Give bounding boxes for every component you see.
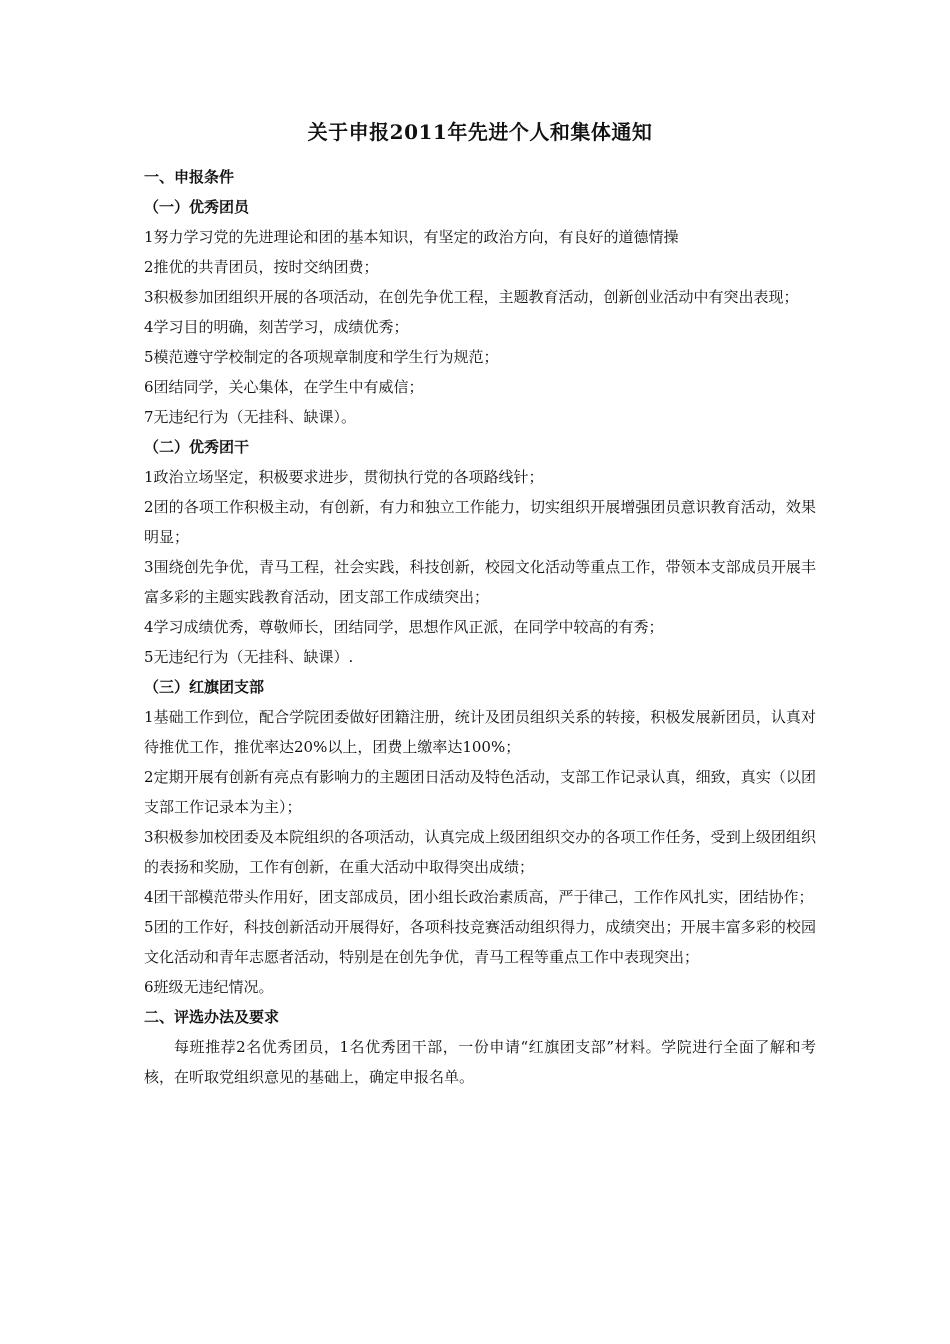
selection-paragraph: 每班推荐2名优秀团员，1名优秀团干部，一份申请“红旗团支部”材料。学院进行全面了解和考核，在听取党组织意见的基础上，确定申报名单。 [144, 1038, 816, 1086]
list-item: 6班级无违纪情况。 [144, 978, 274, 996]
list-item: 3围绕创先争优，青马工程，社会实践，科技创新，校园文化活动等重点工作，带领本支部成员开展丰富多彩的主题实践教育活动，团支部工作成绩突出； [144, 558, 816, 606]
list-item: 2团的各项工作积极主动，有创新，有力和独立工作能力，切实组织开展增强团员意识教育活动，效果明显； [144, 498, 816, 546]
list-item: 4学习目的明确，刻苦学习，成绩优秀； [144, 318, 409, 336]
section-heading-selection-method: 二、评选办法及要求 [144, 1008, 280, 1026]
section-heading-conditions: 一、申报条件 [144, 168, 235, 186]
list-item: 4团干部模范带头作用好，团支部成员，团小组长政治素质高，严于律己，工作作风扎实，团结协作； [144, 888, 814, 906]
list-item: 5无违纪行为（无挂科、缺课）. [144, 648, 354, 666]
list-item: 5团的工作好，科技创新活动开展得好，各项科技竞赛活动组织得力，成绩突出；开展丰富多彩的校园文化活动和青年志愿者活动，特别是在创先争优，青马工程等重点工作中表现突出； [144, 918, 816, 966]
subsection-heading-excellent-member: （一）优秀团员 [144, 198, 250, 216]
list-item: 2推优的共青团员，按时交纳团费； [144, 258, 379, 276]
list-item: 3积极参加团组织开展的各项活动，在创先争优工程，主题教育活动，创新创业活动中有突出表现； [144, 288, 799, 306]
subsection-heading-excellent-cadre: （二）优秀团干 [144, 438, 250, 456]
list-item: 1政治立场坚定，积极要求进步，贯彻执行党的各项路线针； [144, 468, 544, 486]
subsection-heading-red-flag-branch: （三）红旗团支部 [144, 678, 265, 696]
list-item: 4学习成绩优秀，尊敬师长，团结同学，思想作风正派，在同学中较高的有秀； [144, 618, 664, 636]
list-item: 6团结同学，关心集体，在学生中有威信； [144, 378, 424, 396]
list-item: 2定期开展有创新有亮点有影响力的主题团日活动及特色活动，支部工作记录认真，细致，真实（以团支部工作记录本为主）； [144, 768, 816, 816]
list-item: 3积极参加校团委及本院组织的各项活动，认真完成上级团组织交办的各项工作任务，受到上级团组织的表扬和奖励，工作有创新，在重大活动中取得突出成绩； [144, 828, 816, 876]
document-page [144, 118, 816, 1092]
list-item: 5模范遵守学校制定的各项规章制度和学生行为规范； [144, 348, 499, 366]
list-item: 7无违纪行为（无挂科、缺课）。 [144, 408, 357, 426]
document-title: 关于申报2011年先进个人和集体通知 [307, 120, 653, 144]
list-item: 1基础工作到位，配合学院团委做好团籍注册，统计及团员组织关系的转接，积极发展新团员，认真对待推优工作，推优率达20%以上，团费上缴率达100%； [144, 708, 816, 756]
list-item: 1努力学习党的先进理论和团的基本知识，有坚定的政治方向，有良好的道德情操 [144, 228, 679, 246]
